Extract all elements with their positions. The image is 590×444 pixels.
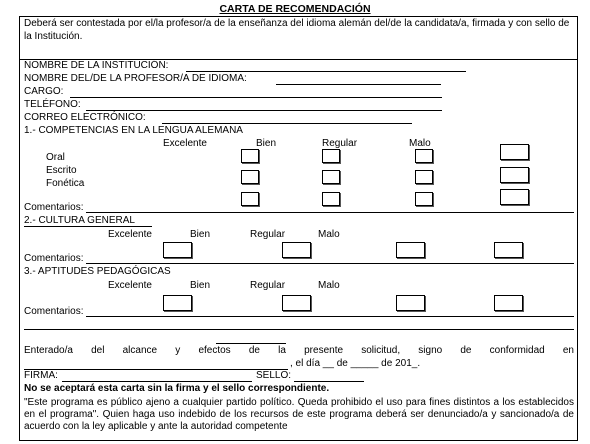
- enterado-top-line: [216, 343, 286, 344]
- sello-line[interactable]: [294, 381, 364, 382]
- s1-escrito-checkbox-4[interactable]: [500, 167, 529, 183]
- section3-header-regular: Regular: [250, 280, 286, 291]
- section1-title: 1.- COMPETENCIAS EN LA LENGUA ALEMANA: [24, 125, 243, 136]
- s1-escrito-checkbox-1[interactable]: [241, 170, 259, 184]
- field-cargo-label: CARGO:: [24, 86, 64, 97]
- s1-escrito-checkbox-3[interactable]: [415, 170, 433, 184]
- fecha-text: , el día __ de _____ de 201_.: [290, 358, 421, 369]
- section2-header-regular: Regular: [250, 229, 286, 240]
- document-title: CARTA DE RECOMENDACIÓN: [219, 3, 371, 15]
- section3-title: 3.- APTITUDES PEDAGÓGICAS: [24, 266, 171, 277]
- section1-header-bien: Bien: [256, 138, 277, 149]
- disclaimer-text: "Este programa es público ajeno a cualquier partido político. Queda prohibido el uso para fines distintos a los establecidos en el programa". Quien haga uso indebido de los recursos de este programa deberá ser denunciado/a y sancionado/a de acuerdo con la ley aplicable y ante la autoridad competente: [24, 397, 574, 432]
- field-correo-label: CORREO ELECTRÓNICO:: [24, 112, 146, 123]
- s1-escrito-checkbox-2[interactable]: [322, 170, 340, 184]
- field-institucion-label: NOMBRE DE LA INSTITUCIÓN:: [24, 60, 169, 71]
- section2-title-underline: [24, 226, 152, 227]
- s1-oral-checkbox-4[interactable]: [500, 144, 529, 160]
- s1-fonetica-checkbox-2[interactable]: [322, 192, 340, 206]
- section2-header-bien: Bien: [190, 229, 211, 240]
- s1-oral-checkbox-2[interactable]: [322, 149, 340, 163]
- s3-checkbox-3[interactable]: [396, 295, 425, 311]
- firma-line[interactable]: [62, 381, 252, 382]
- firma-label: FIRMA:: [24, 370, 58, 381]
- field-cargo-line[interactable]: [70, 97, 442, 98]
- field-institucion-line[interactable]: [186, 71, 466, 72]
- section2-header-excelente: Excelente: [108, 229, 152, 240]
- s3-checkbox-4[interactable]: [494, 295, 523, 311]
- section1-header-malo: Malo: [409, 138, 431, 149]
- s1-oral-checkbox-1[interactable]: [241, 149, 259, 163]
- section3-header-malo: Malo: [318, 280, 340, 291]
- field-profesor-label: NOMBRE DEL/DE LA PROFESOR/A DE IDIOMA:: [24, 73, 247, 84]
- section3-comments-label: Comentarios:: [24, 306, 84, 317]
- section3-comments-line[interactable]: [86, 316, 574, 317]
- section3-comments-line-2[interactable]: [24, 329, 574, 330]
- s3-checkbox-2[interactable]: [282, 295, 311, 311]
- sello-label: SELLO:: [256, 370, 292, 381]
- intro-text: Deberá ser contestada por el/la profesor/a de la enseñanza del idioma alemán del/de la candidata/a, firmada y con sello de la Institución.: [24, 18, 570, 42]
- section1-comments-line[interactable]: [86, 212, 574, 213]
- s3-checkbox-1[interactable]: [163, 295, 192, 311]
- section3-header-bien: Bien: [190, 280, 211, 291]
- section1-row-escrito: Escrito: [46, 165, 77, 176]
- section2-comments-line[interactable]: [86, 263, 574, 264]
- section2-header-malo: Malo: [318, 229, 340, 240]
- section2-title: 2.- CULTURA GENERAL: [24, 215, 135, 226]
- section1-header-regular: Regular: [322, 138, 358, 149]
- s1-fonetica-checkbox-1[interactable]: [241, 192, 259, 206]
- section1-header-excelente: Excelente: [163, 138, 207, 149]
- field-telefono-label: TELÉFONO:: [24, 99, 81, 110]
- section2-comments-label: Comentarios:: [24, 253, 84, 264]
- s2-checkbox-4[interactable]: [494, 242, 523, 258]
- s1-fonetica-checkbox-4[interactable]: [500, 189, 529, 205]
- s1-oral-checkbox-3[interactable]: [415, 149, 433, 163]
- field-telefono-line[interactable]: [86, 110, 442, 111]
- section1-row-fonetica: Fonética: [46, 178, 85, 189]
- section1-row-oral: Oral: [46, 152, 65, 163]
- section3-header-excelente: Excelente: [108, 280, 152, 291]
- s2-checkbox-3[interactable]: [396, 242, 425, 258]
- s1-fonetica-checkbox-3[interactable]: [415, 192, 433, 206]
- s2-checkbox-1[interactable]: [163, 242, 192, 258]
- enterado-text: Enterado/a del alcance y efectos de la presente solicitud, signo de conformidad en: [24, 345, 574, 356]
- field-profesor-line[interactable]: [276, 84, 441, 85]
- field-correo-line[interactable]: [162, 123, 412, 124]
- s2-checkbox-2[interactable]: [282, 242, 311, 258]
- warning-text: No se aceptará esta carta sin la firma y el sello correspondiente.: [24, 383, 330, 394]
- lugar-line[interactable]: [24, 369, 288, 370]
- section1-comments-label: Comentarios:: [24, 202, 84, 213]
